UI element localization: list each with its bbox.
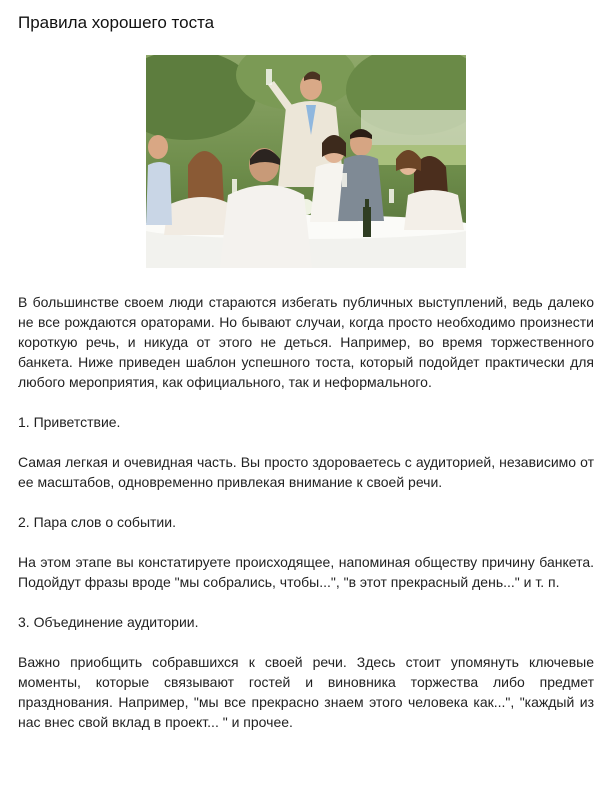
article-body — [18, 292, 594, 752]
event-paragraph: На этом этапе вы констатируете происходящее, напоминая обществу причину банкета. Подойдут фразы вроде "мы собрались, чтобы...", "в этот прекрасный день..." и т. п. — [18, 554, 594, 590]
toast-party-photo — [146, 55, 466, 268]
intro-paragraph: В большинстве своем люди стараются избегать публичных выступлений, ведь далеко не все рождаются ораторами. Но бывают случаи, когда просто необходимо произнести короткую речь, и никуда от этого не деться. Например, во время торжественного банкета. Ниже приведен шаблон успешного тоста, который подойдет практически для любого мероприятия, как официального, так и неформального. — [18, 294, 594, 390]
photo-illustration — [146, 55, 466, 268]
section-heading-greeting: 1. Приветствие. — [18, 414, 121, 430]
section-heading-audience: 3. Объединение аудитории. — [18, 614, 199, 630]
audience-paragraph: Важно приобщить собравшихся к своей речи. Здесь стоит упомянуть ключевые моменты, которые связывают гостей и виновника торжества либо предмет празднования. Например, "мы все прекрасно знаем этого человека как...", "каждый из нас внес свой вклад в проект... " и прочее. — [18, 654, 594, 730]
greeting-paragraph: Самая легкая и очевидная часть. Вы просто здороваетесь с аудиторией, независимо от ее масштабов, одновременно привлекая внимание к своей речи. — [18, 454, 594, 490]
section-heading-event: 2. Пара слов о событии. — [18, 514, 176, 530]
article-title: Правила хорошего тоста — [18, 13, 215, 32]
